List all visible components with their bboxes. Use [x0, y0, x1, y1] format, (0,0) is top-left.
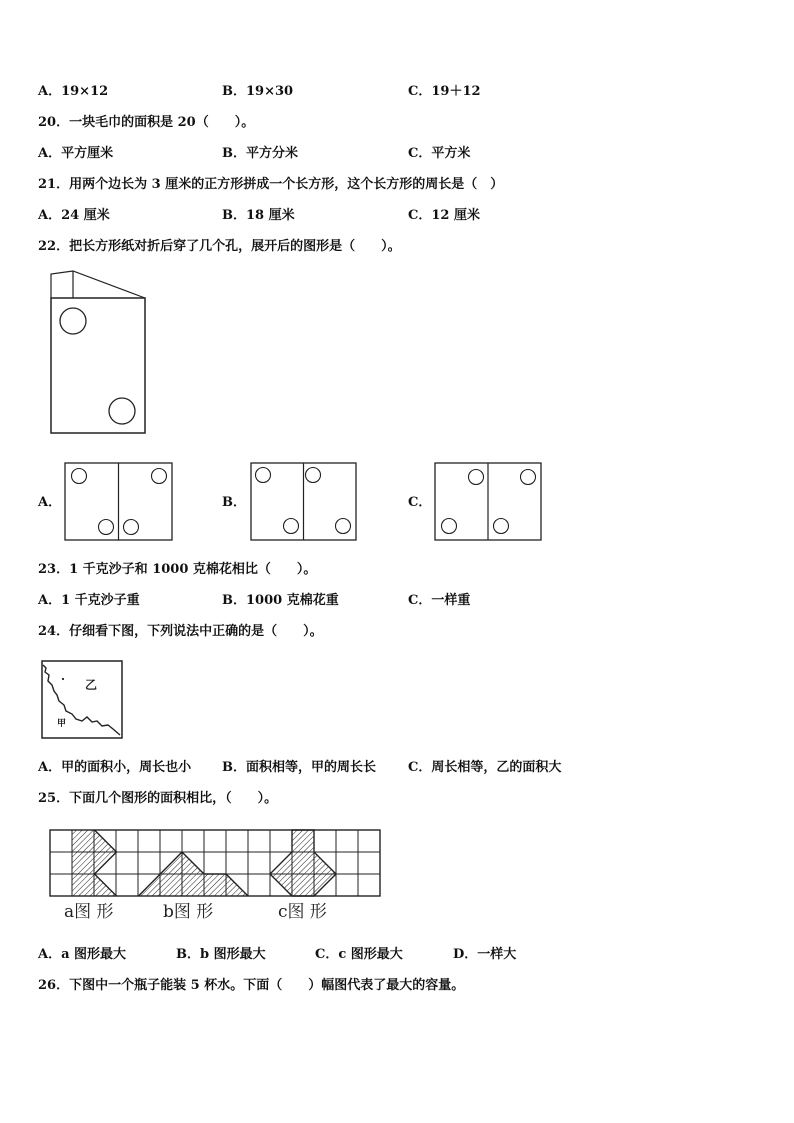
folded-paper-figure	[48, 268, 150, 436]
region-label-jia: 甲	[57, 719, 67, 729]
q22-stem: 22．把长方形纸对折后穿了几个孔，展开后的图形是（ ）。	[38, 239, 401, 254]
q25-option-a: A．a 图形最大	[38, 947, 127, 962]
q22-option-a-figure	[64, 462, 174, 542]
shape-c	[270, 830, 336, 896]
hole-circle	[60, 308, 86, 334]
q24-stem: 24．仔细看下图，下列说法中正确的是（ ）。	[38, 624, 323, 639]
shape-b-label: b图 形	[163, 902, 214, 922]
q21-option-c: C．12 厘米	[408, 208, 480, 223]
q24-option-b: B．面积相等，甲的周长长	[222, 760, 376, 775]
q23-stem: 23．1 千克沙子和 1000 克棉花相比（ ）。	[38, 562, 317, 577]
q25-stem: 25．下面几个图形的面积相比，（ ）。	[38, 791, 278, 806]
q23-option-c: C．一样重	[408, 593, 471, 608]
hole-circle	[109, 398, 135, 424]
shape-a-label: a图 形	[64, 902, 114, 922]
q22-option-b: B．	[222, 495, 246, 510]
region-label-yi: 乙	[85, 678, 98, 692]
q19-option-c: C．19＋12	[408, 84, 481, 99]
q20-option-c: C．平方米	[408, 146, 471, 161]
q21-option-b: B．18 厘米	[222, 208, 295, 223]
q22-option-a: A．	[38, 495, 62, 510]
q19-option-b: B．19×30	[222, 84, 294, 99]
q24-option-a: A．甲的面积小，周长也小	[38, 760, 192, 775]
q24-option-c: C．周长相等，乙的面积大	[408, 760, 562, 775]
q26-stem: 26．下图中一个瓶子能装 5 杯水。下面（ ）幅图代表了最大的容量。	[38, 978, 465, 993]
q23-option-b: B．1000 克棉花重	[222, 593, 339, 608]
q25-option-d: D．一样大	[453, 947, 517, 962]
q20-stem: 20．一块毛巾的面积是 20（ ）。	[38, 115, 255, 130]
q21-option-a: A．24 厘米	[38, 208, 110, 223]
q19-option-a: A．19×12	[38, 84, 109, 99]
q20-option-a: A．平方厘米	[38, 146, 114, 161]
q21-stem: 21．用两个边长为 3 厘米的正方形拼成一个长方形，这个长方形的周长是（ ）	[38, 177, 504, 192]
q22-option-c: C．	[408, 495, 432, 510]
q22-option-c-figure	[434, 462, 544, 542]
q25-option-c: C．c 图形最大	[315, 947, 403, 962]
shape-c-label: c图 形	[278, 902, 327, 922]
q25-grid-figure	[50, 828, 386, 926]
q24-split-square-figure	[40, 659, 126, 741]
q25-option-b: B．b 图形最大	[176, 947, 266, 962]
q23-option-a: A．1 千克沙子重	[38, 593, 140, 608]
q20-option-b: B．平方分米	[222, 146, 298, 161]
q22-option-b-figure	[250, 462, 360, 542]
